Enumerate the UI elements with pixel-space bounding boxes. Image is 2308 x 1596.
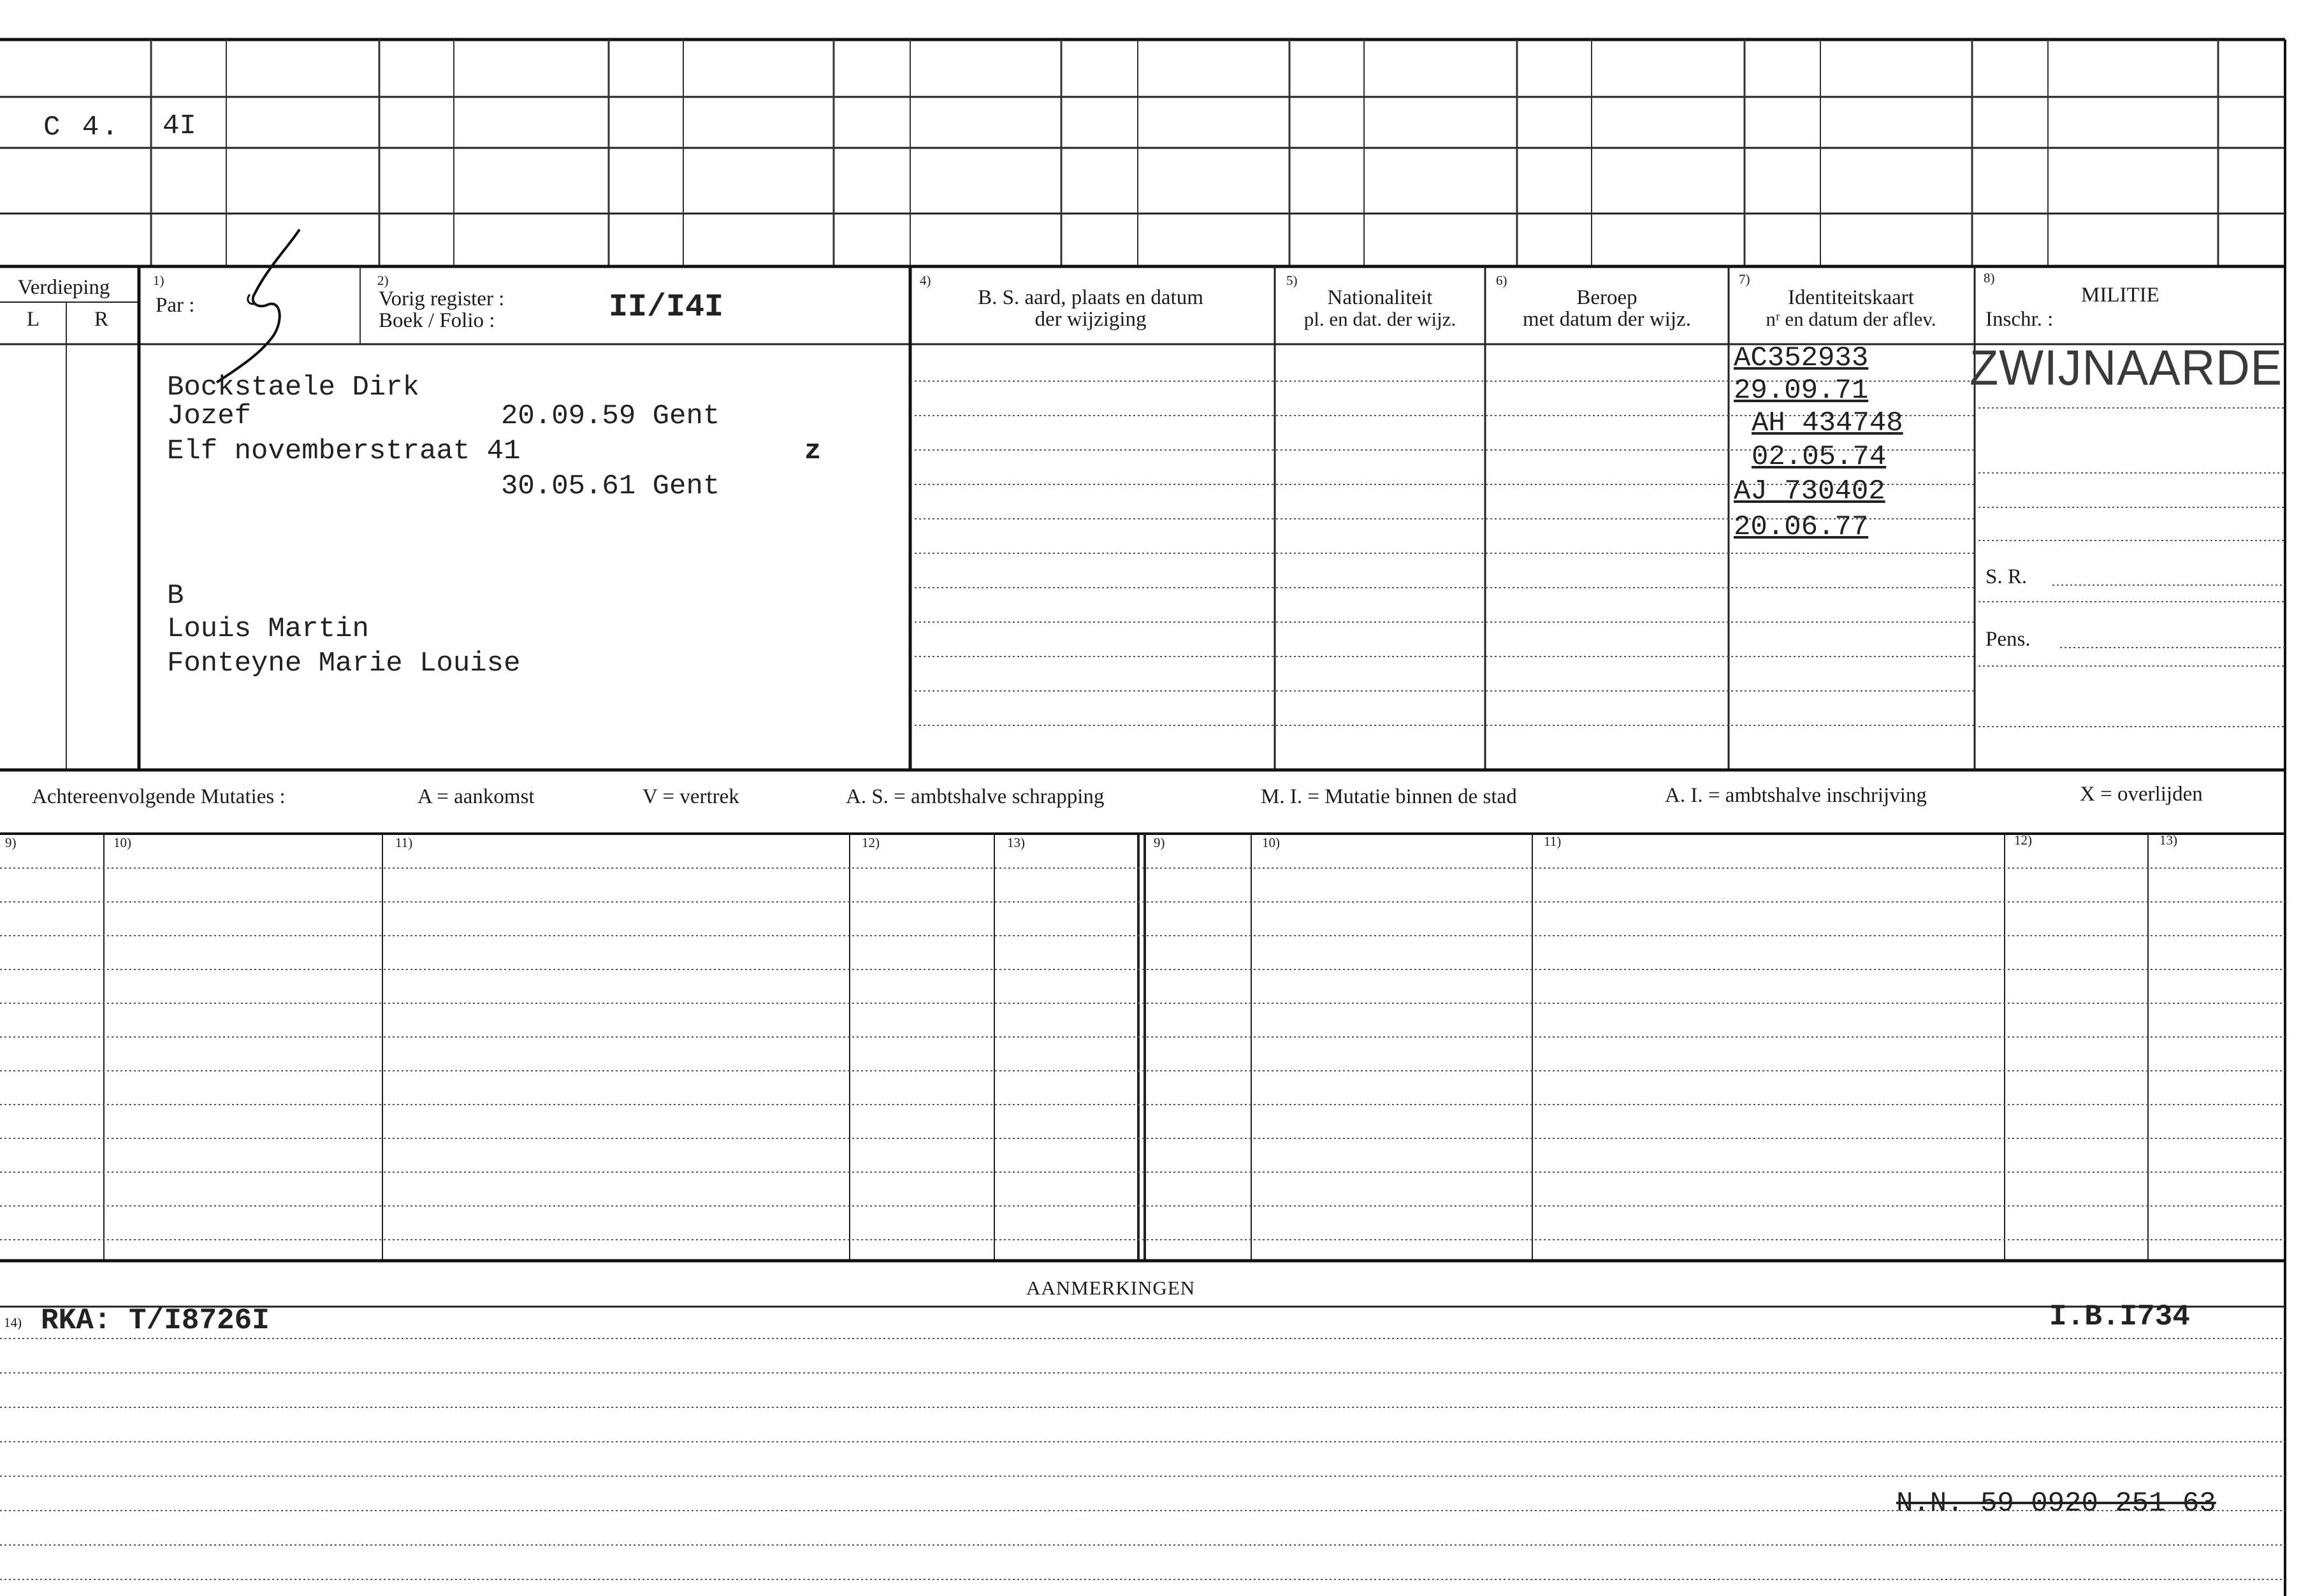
- person-address: Elf novemberstraat 41: [167, 435, 521, 467]
- person-mother-name: Fonteyne Marie Louise: [167, 648, 521, 679]
- mutation-col9-left: 9): [5, 835, 17, 850]
- handwritten-strike-mark: [210, 223, 306, 389]
- col1-number: 1): [153, 273, 164, 288]
- identiteitskaart-header: Identiteitskaart: [1788, 286, 1914, 309]
- col5-number: 5): [1286, 273, 1298, 288]
- legend-vertrek: V = vertrek: [642, 785, 739, 808]
- col4-number: 4): [920, 273, 931, 288]
- id-card-number: AJ 730402: [1734, 475, 1885, 507]
- mutation-col10-right: 10): [1262, 835, 1280, 850]
- mutation-col12-right: 12): [2014, 832, 2032, 848]
- militie-stamp: ZWIJNAARDE: [1970, 340, 2283, 396]
- person-registration-date-place: 30.05.61 Gent: [501, 470, 720, 502]
- nationaliteit-subheader: pl. en dat. der wijz.: [1303, 308, 1456, 330]
- id-card-date: 02.05.74: [1752, 441, 1887, 473]
- person-surname-firstname: Bockstaele Dirk: [167, 372, 420, 403]
- legend-overlijden: X = overlijden: [2080, 783, 2203, 806]
- legend-mutatie-binnen-stad: M. I. = Mutatie binnen de stad: [1261, 785, 1517, 808]
- legend-ambtshalve-inschrijving: A. I. = ambtshalve inschrijving: [1665, 784, 1927, 807]
- col8-number: 8): [1984, 270, 1995, 286]
- person-middle-name: Jozef: [167, 400, 252, 432]
- verdieping-header: Verdieping: [17, 276, 110, 299]
- mutation-col10-left: 10): [113, 835, 131, 850]
- nationaliteit-header: Nationaliteit: [1327, 286, 1433, 309]
- id-card-number: AH 434748: [1752, 407, 1903, 439]
- boek-folio-label: Boek / Folio :: [379, 309, 495, 332]
- inschr-label: Inschr. :: [1985, 308, 2054, 331]
- person-address-mark: z: [804, 435, 822, 467]
- sr-label: S. R.: [1985, 565, 2028, 588]
- vorig-register-value: II/I4I: [609, 289, 724, 326]
- person-status-letter: B: [167, 580, 184, 612]
- pens-label: Pens.: [1985, 628, 2031, 651]
- col6-number: 6): [1496, 273, 1507, 288]
- mutation-col11-right: 11): [1544, 834, 1562, 849]
- id-card-date: 20.06.77: [1734, 511, 1869, 543]
- par-label: Par :: [156, 294, 195, 317]
- mutation-col12-left: 12): [862, 835, 880, 850]
- bs-header-line1: B. S. aard, plaats en datum: [978, 286, 1203, 309]
- remarks-title: AANMERKINGEN: [1026, 1277, 1196, 1299]
- mutations-legend-title: Achtereenvolgende Mutaties :: [32, 785, 286, 808]
- legend-aankomst: A = aankomst: [417, 785, 535, 808]
- vorig-register-label: Vorig register :: [379, 287, 505, 310]
- top-grid-code: C 4.: [43, 112, 121, 143]
- beroep-header: Beroep: [1576, 286, 1637, 309]
- col7-number: 7): [1739, 272, 1750, 287]
- legend-ambtshalve-schrapping: A. S. = ambtshalve schrapping: [846, 785, 1105, 808]
- militie-header: MILITIE: [2081, 284, 2159, 307]
- mutation-col9-right: 9): [1154, 835, 1165, 850]
- remarks-national-number: N.N. 59 0920 251 63: [1896, 1488, 2216, 1520]
- mutation-col13-left: 13): [1007, 835, 1025, 850]
- identiteitskaart-subheader: nʳ en datum der aflev.: [1766, 308, 1936, 330]
- remarks-ib-number: I.B.I734: [2049, 1300, 2190, 1333]
- col2-number: 2): [377, 273, 389, 288]
- verdieping-l-header: L: [26, 308, 40, 331]
- id-card-date: 29.09.71: [1734, 375, 1869, 407]
- top-grid-number: 4I: [163, 110, 196, 142]
- beroep-subheader: met datum der wijz.: [1523, 308, 1691, 331]
- person-father-name: Louis Martin: [167, 613, 369, 645]
- bs-header-line2: der wijziging: [1034, 308, 1147, 331]
- remarks-rka-reference: RKA: T/I8726I: [41, 1304, 270, 1337]
- mutation-col11-left: 11): [395, 835, 413, 850]
- remarks-number: 14): [4, 1315, 22, 1330]
- mutation-col13-right: 13): [2159, 832, 2177, 848]
- verdieping-r-header: R: [94, 308, 108, 331]
- person-birth-date-place: 20.09.59 Gent: [501, 400, 720, 432]
- id-card-number: AC352933: [1734, 342, 1869, 374]
